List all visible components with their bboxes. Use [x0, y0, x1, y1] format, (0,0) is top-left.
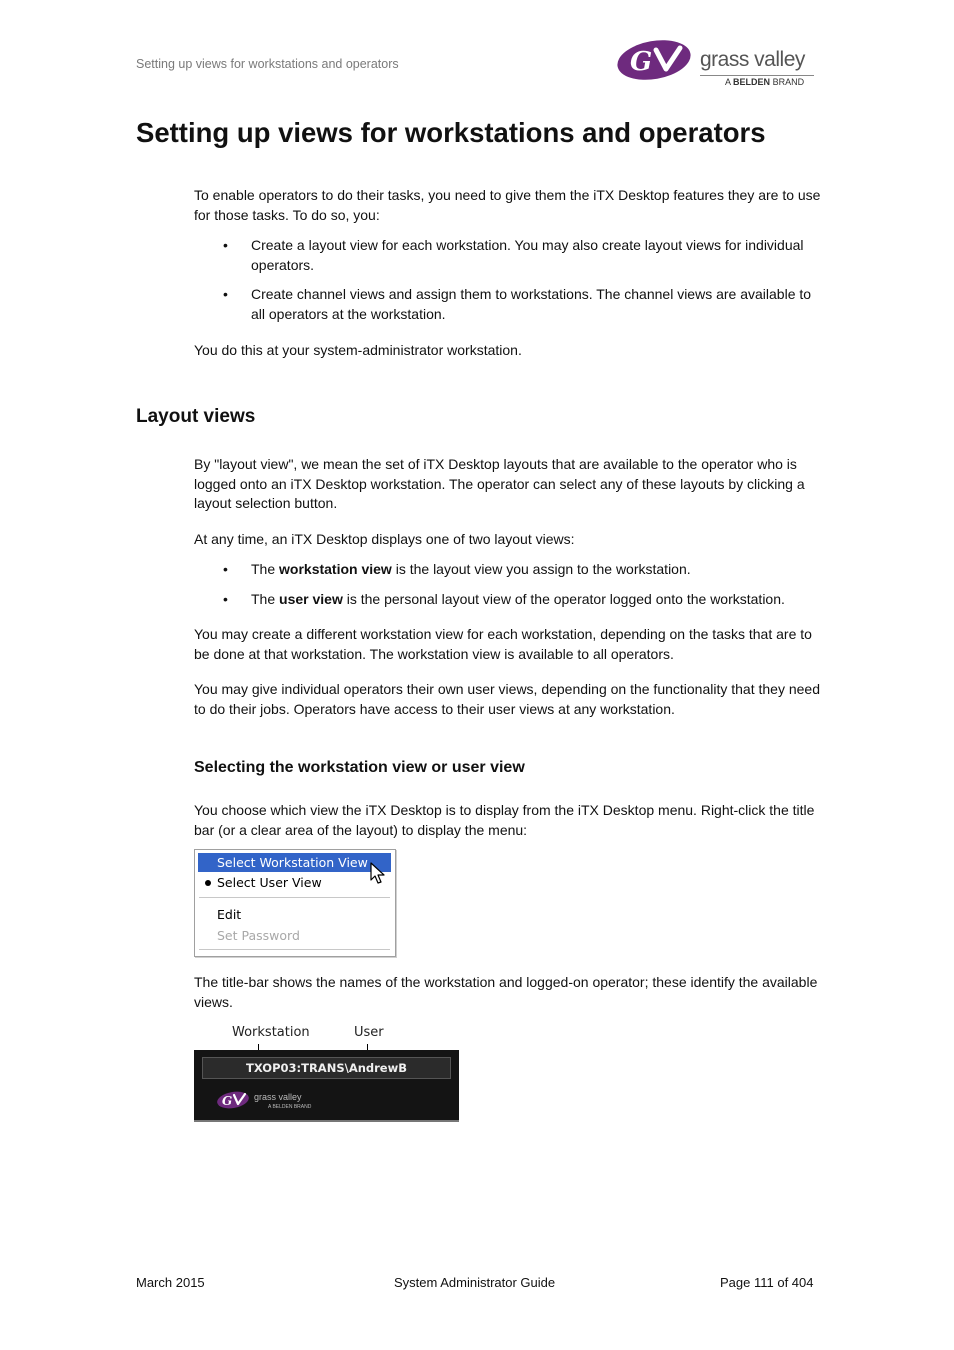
radio-selected-icon — [205, 880, 211, 886]
menu-item-label: Select User View — [217, 875, 322, 890]
logo-brand-prefix: A — [725, 77, 731, 87]
gv-mark-icon — [216, 1090, 252, 1110]
menu-separator — [199, 897, 390, 898]
logo-brand-bold: BELDEN — [733, 77, 771, 87]
itx-titlebar-screenshot — [194, 1050, 459, 1122]
menu-item-set-password: Set Password — [217, 928, 300, 943]
list-item-text: Create a layout view for each workstation. You may also create layout views for individual operators. — [251, 237, 804, 273]
layout-views-paragraph-2: At any time, an iTX Desktop displays one of two layout views: — [194, 531, 575, 547]
mouse-pointer-icon — [370, 862, 388, 886]
subsection-heading-selecting: Selecting the workstation view or user view — [194, 759, 525, 776]
section-heading-layout-views: Layout views — [136, 406, 256, 427]
bullet-icon: • — [223, 237, 228, 253]
list-item-text — [251, 560, 823, 580]
layout-views-paragraph-4: You may give individual operators their own user views, depending on the functionality that they need to do their jobs. Operators have access to their user views at any workstation. — [194, 681, 820, 717]
callout-label-user: User — [354, 1025, 384, 1040]
running-header: Setting up views for workstations and operators — [136, 57, 399, 71]
svg-text:G: G — [222, 1094, 233, 1108]
logo-rule — [700, 75, 814, 76]
bullet-icon: • — [223, 561, 228, 577]
titlebar-logo-brand: A BELDEN BRAND — [268, 1104, 312, 1110]
menu-item-edit[interactable]: Edit — [217, 907, 242, 922]
footer-date: March 2015 — [136, 1275, 205, 1290]
footer-page-number: Page 111 of 404 — [720, 1275, 814, 1290]
list-item-text — [251, 590, 823, 610]
intro-paragraph-2: You do this at your system-administrator workstation. — [194, 342, 522, 358]
menu-separator — [199, 949, 390, 950]
text-run: The — [251, 591, 280, 607]
titlebar-logo-wordmark: grass valley — [254, 1092, 302, 1102]
layout-views-paragraph-3: You may create a different workstation view for each workstation, depending on the tasks that are to be done at that workstation. The workstation view is available to all operators. — [194, 626, 812, 662]
logo-wordmark: grass valley — [700, 48, 805, 71]
bullet-icon: • — [223, 591, 228, 607]
text-run: is the layout view you assign to the workstation. — [391, 561, 691, 577]
logo-brand-line — [725, 77, 804, 87]
menu-item-select-user-view[interactable] — [198, 873, 391, 892]
text-run: The — [251, 561, 280, 577]
footer-doc-title: System Administrator Guide — [394, 1275, 556, 1290]
text-run: is the personal layout view of the operator logged onto the workstation. — [342, 591, 785, 607]
term-user-view: user view — [279, 591, 343, 607]
grass-valley-logo — [616, 38, 816, 90]
term-workstation-view: workstation view — [279, 561, 392, 577]
page-title: Setting up views for workstations and operators — [136, 117, 766, 148]
titlebar-logo — [216, 1090, 316, 1112]
list-item-text: Create channel views and assign them to workstations. The channel views are available to all operators at the workstation. — [251, 286, 812, 322]
intro-paragraph: To enable operators to do their tasks, you need to give them the iTX Desktop features they are to use for those tasks. To do so, you: — [194, 187, 821, 223]
layout-views-paragraph-1: By "layout view", we mean the set of iTX Desktop layouts that are available to the operator who is logged onto an iTX Desktop workstation. The operator can select any of these layouts by clicking a layout selection button. — [194, 456, 805, 512]
menu-item-select-workstation-view[interactable]: Select Workstation View — [198, 853, 391, 872]
gv-mark-icon — [616, 38, 696, 82]
context-menu-screenshot — [194, 849, 396, 957]
logo-brand-suffix: BRAND — [772, 77, 805, 87]
bullet-icon: • — [223, 286, 228, 302]
callout-label-workstation: Workstation — [232, 1025, 310, 1040]
svg-text:G: G — [630, 47, 653, 77]
titlebar-text[interactable]: TXOP03:TRANS\AndrewB — [202, 1057, 451, 1079]
selecting-paragraph-1: You choose which view the iTX Desktop is to display from the iTX Desktop menu. Right-click the title bar (or a clear area of the layout) to display the menu: — [194, 802, 815, 838]
selecting-paragraph-2: The title-bar shows the names of the workstation and logged-on operator; these identify the available views. — [194, 974, 818, 1010]
